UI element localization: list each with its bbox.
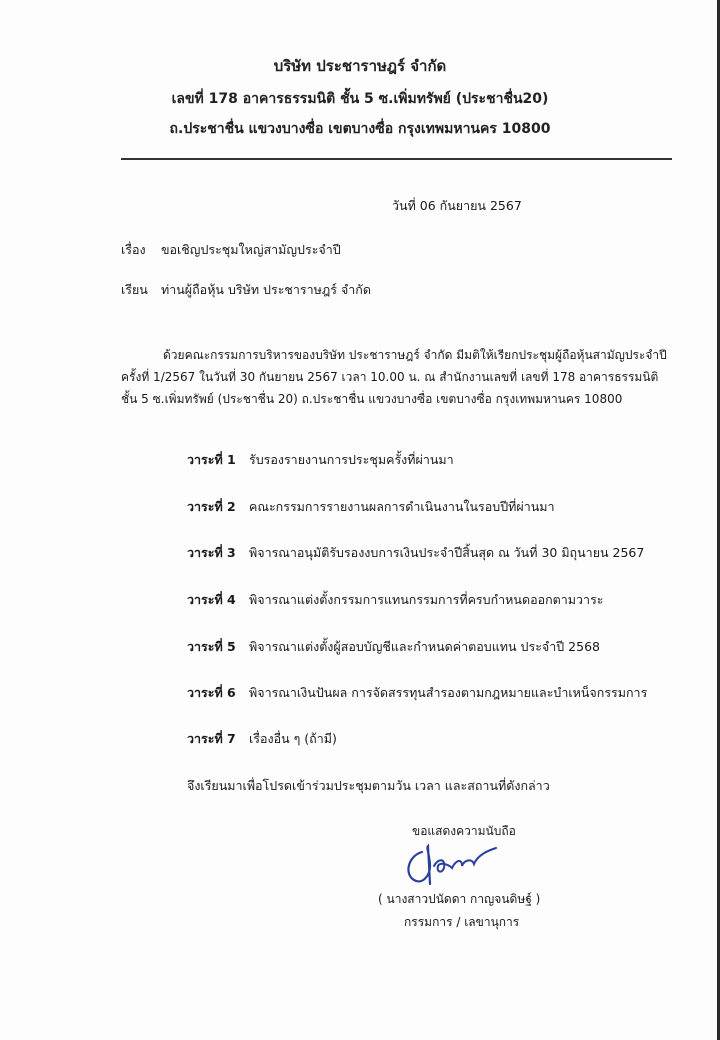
agenda-text: รับรองรายงานการประชุมครั้งที่ผ่านมา	[249, 452, 454, 467]
agenda-number: วาระที่ 2	[187, 499, 236, 514]
company-address-line2: ถ.ประชาชื่น แขวงบางซื่อ เขตบางซื่อ กรุงเทพมหานคร 10800	[169, 121, 551, 137]
company-address-line1: เลขที่ 178 อาคารธรรมนิติ ชั้น 5 ซ.เพิ่มทรัพย์ (ประชาชื่น20)	[171, 91, 549, 107]
letter-date: วันที่ 06 กันยายน 2567	[392, 198, 522, 213]
body-line-3: ชั้น 5 ซ.เพิ่มทรัพย์ (ประชาชื่น 20) ถ.ประชาชื่น แขวงบางซื่อ เขตบางซื่อ กรุงเทพมหานคร 10800	[121, 392, 623, 406]
subject-text: ขอเชิญประชุมใหญ่สามัญประจำปี	[160, 242, 341, 257]
agenda-number: วาระที่ 1	[187, 452, 236, 467]
agenda-item-7	[187, 729, 337, 749]
closing-sentence: จึงเรียนมาเพื่อโปรดเข้าร่วมประชุมตามวัน เวลา และสถานที่ดังกล่าว	[187, 778, 550, 793]
agenda-item-5	[187, 637, 600, 657]
body-paragraph	[121, 344, 681, 410]
agenda-item-4	[187, 590, 604, 610]
agenda-text: พิจารณาแต่งตั้งผู้สอบบัญชีและกำหนดค่าตอบแทน ประจำปี 2568	[249, 639, 600, 654]
recipient-text: ท่านผู้ถือหุ้น บริษัท ประชาราษฎร์ จำกัด	[160, 282, 371, 297]
agenda-number: วาระที่ 7	[187, 731, 236, 746]
letterhead-divider	[121, 158, 672, 160]
agenda-text: พิจารณาเงินปันผล การจัดสรรทุนสำรองตามกฎหมายและบำเหน็จกรรมการ	[249, 685, 648, 700]
agenda-number: วาระที่ 4	[187, 592, 236, 607]
subject-row	[121, 240, 341, 260]
regards-text: ขอแสดงความนับถือ	[412, 824, 516, 838]
agenda-text: คณะกรรมการรายงานผลการดำเนินงานในรอบปีที่ผ่านมา	[249, 499, 555, 514]
body-line-1: ด้วยคณะกรรมการบริหารของบริษัท ประชาราษฎร์ จำกัด มีมติให้เรียกประชุมผู้ถือหุ้นสามัญประจำปี	[163, 348, 667, 362]
body-line-2: ครั้งที่ 1/2567 ในวันที่ 30 กันยายน 2567 เวลา 10.00 น. ณ สำนักงานเลขที่ เลขที่ 178 อาคารธรรมนิติ	[121, 370, 659, 384]
signer-position: กรรมการ / เลขานุการ	[404, 915, 520, 929]
agenda-number: วาระที่ 6	[187, 685, 236, 700]
recipient-label: เรียน	[121, 282, 148, 297]
agenda-number: วาระที่ 3	[187, 545, 236, 560]
agenda-text: พิจารณาแต่งตั้งกรรมการแทนกรรมการที่ครบกำหนดออกตามวาระ	[249, 592, 604, 607]
agenda-text: พิจารณาอนุมัติรับรองงบการเงินประจำปีสิ้นสุด ณ วันที่ 30 มิถุนายน 2567	[249, 545, 645, 560]
company-name: บริษัท ประชาราษฎร์ จำกัด	[273, 57, 447, 75]
agenda-item-6	[187, 683, 647, 703]
agenda-text: เรื่องอื่น ๆ (ถ้ามี)	[249, 731, 337, 746]
agenda-item-1	[187, 450, 454, 470]
subject-label: เรื่อง	[121, 242, 146, 257]
agenda-item-3	[187, 543, 644, 563]
agenda-item-2	[187, 497, 555, 517]
signer-name: ( นางสาวปนัดดา กาญจนดิษฐ์ )	[378, 892, 541, 906]
agenda-number: วาระที่ 5	[187, 639, 236, 654]
handwritten-signature	[400, 840, 530, 890]
recipient-row	[121, 280, 371, 300]
